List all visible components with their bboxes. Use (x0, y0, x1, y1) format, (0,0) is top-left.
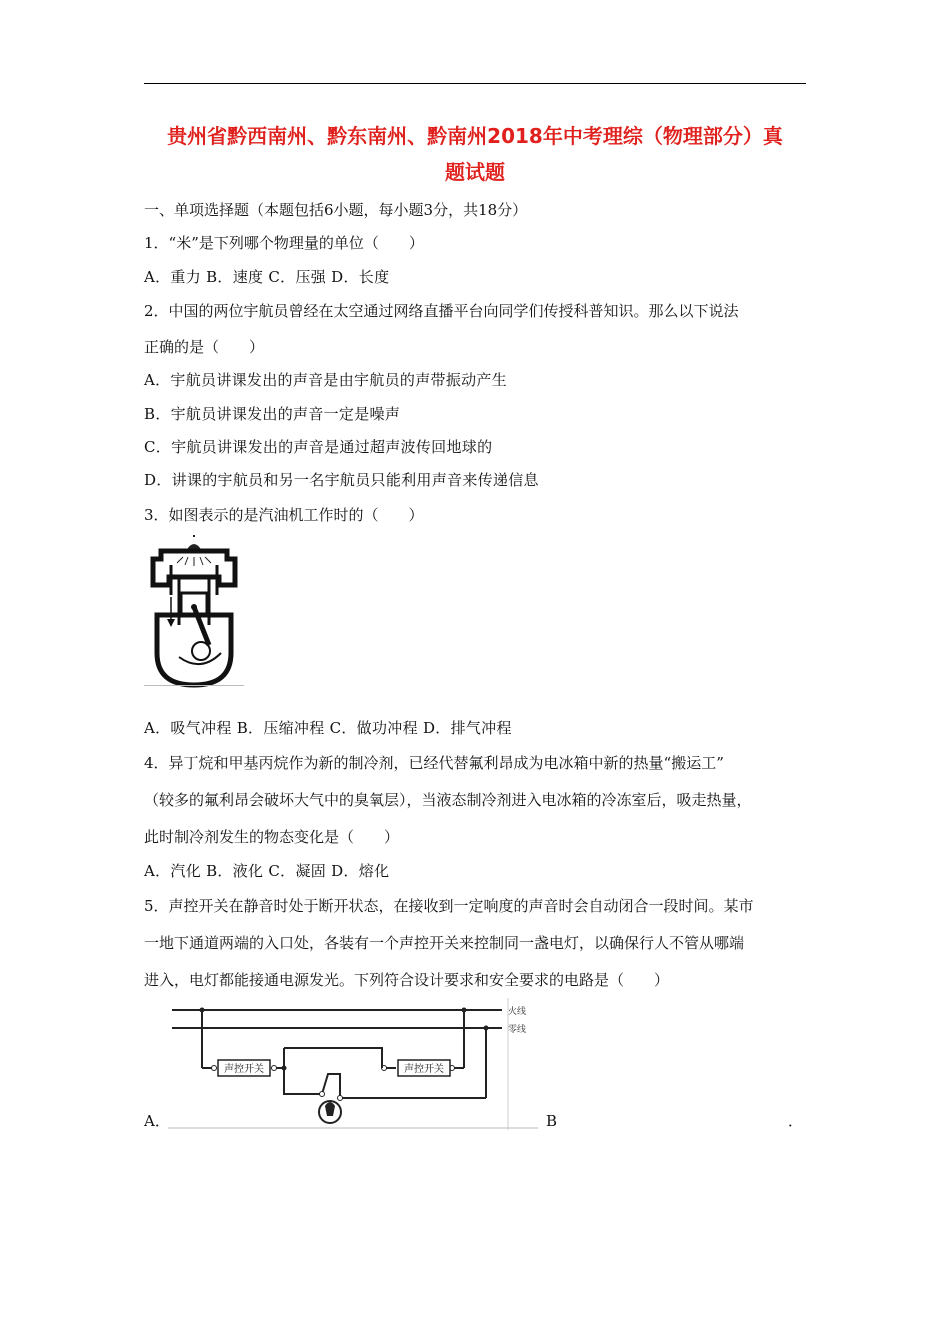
q1-stem: 1．“米”是下列哪个物理量的单位（ ） (144, 234, 424, 252)
q1-options: A．重力 B．速度 C．压强 D．长度 (144, 268, 390, 286)
q2-option-a: A．宇航员讲课发出的声音是由宇航员的声带振动产生 (144, 371, 508, 389)
q2-stem-line-2: 正确的是（ ） (144, 338, 265, 356)
q3-options: A．吸气冲程 B．压缩冲程 C．做功冲程 D．排气冲程 (144, 719, 512, 737)
document-title-line-1: 贵州省黔西南州、黔东南州、黔南州2018年中考理综（物理部分）真 (167, 124, 783, 148)
q5-stem-line-3: 进入，电灯都能接通电源发光。下列符合设计要求和安全要求的电路是（ ） (144, 971, 670, 989)
q5-option-a-label: A． (144, 1112, 170, 1130)
q2-option-c: C．宇航员讲课发出的声音是通过超声波传回地球的 (144, 438, 493, 456)
q4-stem-line-1: 4．异丁烷和甲基丙烷作为新的制冷剂，已经代替氟利昂成为电冰箱中新的热量“搬运工” (144, 754, 724, 772)
q4-options: A．汽化 B．液化 C．凝固 D．熔化 (144, 862, 390, 880)
q2-option-d: D．讲课的宇航员和另一名宇航员只能利用声音来传递信息 (144, 471, 539, 489)
figure-baseline (144, 685, 244, 686)
neutral-wire-label: 零线 (508, 1025, 527, 1035)
q5-stem-line-1: 5．声控开关在静音时处于断开状态，在接收到一定响度的声音时会自动闭合一段时间。某市 (144, 897, 754, 915)
q4-stem-line-2: （较多的氟利昂会破坏大气中的臭氧层），当液态制冷剂进入电冰箱的冷冻室后，吸走热量， (144, 791, 752, 809)
switch-label-right: 声控开关 (404, 1064, 444, 1075)
engine-stroke-figure (143, 535, 245, 689)
document-title-line-2: 题试题 (445, 160, 505, 184)
live-wire-label: 火线 (508, 1007, 527, 1017)
switch-label-left: 声控开关 (224, 1064, 264, 1075)
section-heading: 一、单项选择题（本题包括6小题，每小题3分，共18分） (144, 201, 528, 219)
q5-stem-line-2: 一地下通道两端的入口处，各装有一个声控开关来控制同一盏电灯，以确保行人不管从哪端 (144, 934, 745, 952)
q5-trailing-mark: ． (788, 1112, 804, 1130)
q3-stem: 3．如图表示的是汽油机工作时的（ ） (144, 506, 424, 524)
circuit-diagram-a (168, 998, 540, 1130)
q2-stem-line-1: 2．中国的两位宇航员曾经在太空通过网络直播平台向同学们传授科普知识。那么以下说法 (144, 302, 739, 320)
header-rule (144, 83, 806, 84)
q4-stem-line-3: 此时制冷剂发生的物态变化是（ ） (144, 828, 400, 846)
q2-option-b: B．宇航员讲课发出的声音一定是噪声 (144, 405, 401, 423)
q5-option-b-label: B (546, 1112, 558, 1130)
